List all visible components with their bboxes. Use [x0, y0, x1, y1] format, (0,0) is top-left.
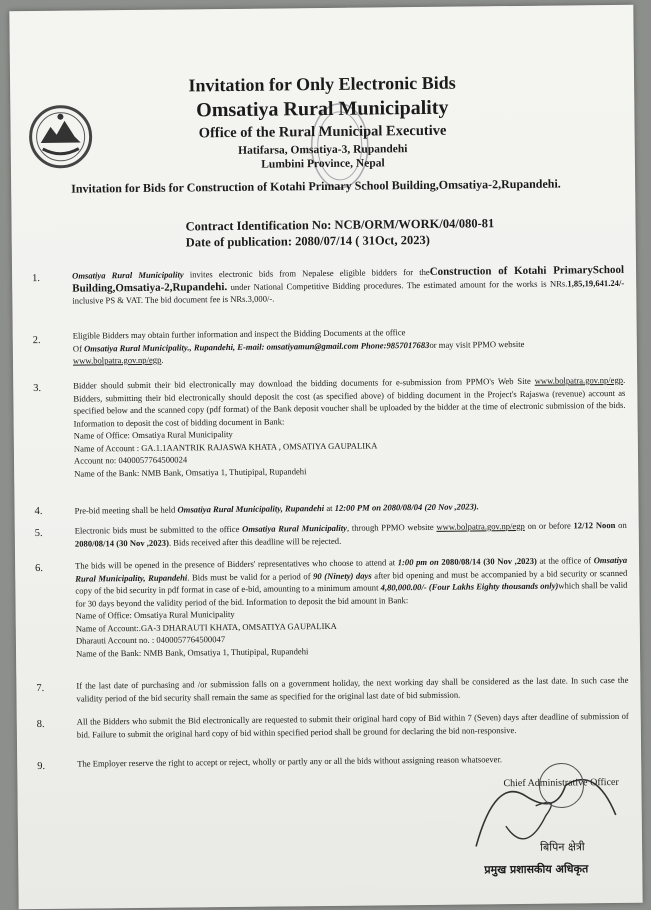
- contract-identification: Contract Identification No: NCB/ORM/WORK/04/080-81: [185, 216, 495, 234]
- invitation-heading: Invitation for Bids for Construction of Kotahi Primary School Building,Omsatiya-2,Rupandehi.: [71, 176, 561, 196]
- item-9-text: The Employer reserve the right to accept or reject, wholly or partly any or all the bids without assigning reason whatsoever.: [77, 754, 503, 769]
- signatory-post: प्रमुख प्रशासकीय अधिकृत: [484, 862, 589, 877]
- item-5-text: Electronic bids must be submitted to the office Omsatiya Rural Municipality, through PPMO website www.bolpatra.gov.np/egp on or before 12/12 Noon on 2080/08/14 (30 Nov ,2023). Bids received after this deadline will be rejected.: [74, 519, 627, 549]
- address-line-2: Lumbini Province, Nepal: [261, 157, 385, 171]
- ppmo-link[interactable]: www.bolpatra.gov.np/egp: [436, 520, 525, 532]
- item-4-text: Pre-bid meeting shall be held Omsatiya Rural Municipality, Rupandehi at 12:00 PM on 2080/08/04 (20 Nov ,2023).: [74, 501, 479, 516]
- item-number: 4.: [34, 505, 43, 518]
- item-1-text: Omsatiya Rural Municipality invites electronic bids from Nepalese eligible bidders for theConstruction of Kotahi PrimarySchool Building,Omsatiya-2,Rupandehi. under National Competitive Bidding procedures. The estimated amount for the works is NRs.1,85,19,641.24/- inclusive PS & VAT. The bid document fee is NRs.3,000/-.: [72, 263, 625, 306]
- notice-title: Invitation for Only Electronic Bids: [188, 72, 456, 96]
- item-3-text: Bidder should submit their bid electronically may download the bidding documents for e-submission from PPMO's Web Site www.bolpatra.gov.np/egp. Bidders, submitting their bid electronically should deposit the cost (as specified above) of bidding document in the Project's Rajaswa (revenue) account as specified below and the scanned copy (pdf format) of the Bank deposit voucher shall be uploaded by the bidder at the time of electronic submission of the bids. Information to deposit the cost of bidding document in Bank: Name of Office: Omsatiya Rural Municipality Name of Account : GA.1.1AANTRIK RAJASWA KHATA , OMSATIYA GAUPALIKA Account no: 0400057764500024 Name of the Bank: NMB Bank, Omsatiya 1, Thutipipal, Rupandehi: [73, 374, 626, 479]
- item-number: 3.: [33, 382, 42, 395]
- signatory-title: Chief Administrative Officer: [503, 776, 619, 790]
- handwritten-signature-icon: [465, 755, 636, 877]
- office-name: Office of the Rural Municipal Executive: [198, 122, 447, 142]
- organization-name: Omsatiya Rural Municipality: [196, 96, 449, 122]
- ppmo-link[interactable]: www.bolpatra.gov.np/egp: [534, 374, 624, 386]
- signatory-name: बिपिन क्षेत्री: [540, 840, 585, 854]
- item-number: 7.: [36, 682, 45, 695]
- item-2-text: Eligible Bidders may obtain further information and inspect the Bidding Documents at the office Of Omsatiya Rural Municipality., Rupandehi, E-mail: omsatiyamun@gmail.com Phone:9857017683or may visit PPMO website www.bolpatra.gov.np/egp.: [72, 327, 525, 366]
- ppmo-link[interactable]: www.bolpatra.gov.np/egp: [72, 354, 162, 366]
- address-line-1: Hatifarsa, Omsatiya-3, Rupandehi: [238, 143, 408, 157]
- item-number: 6.: [35, 562, 44, 575]
- item-number: 8.: [36, 718, 45, 731]
- item-number: 9.: [37, 760, 46, 773]
- item-number: 1.: [32, 272, 41, 285]
- item-8-text: All the Bidders who submit the Bid electronically are requested to submit their original hard copy of Bid within 7 (Seven) days after deadline of submission of bid. Failure to submit the original hard copy of bid within specified period shall be ground for declaring the bid non-responsive.: [76, 710, 629, 740]
- item-number: 5.: [34, 527, 43, 540]
- publication-date: Date of publication: 2080/07/14 ( 31Oct, 2023): [185, 232, 430, 250]
- item-7-text: If the last date of purchasing and /or submission falls on a government holiday, the next working day shall be considered as the last date. In such case the validity period of the bid security shall remain the same as specified for the original last date of bid submission.: [76, 674, 629, 704]
- item-6-text: The bids will be opened in the presence of Bidders' representatives who choose to attend at 1:00 pm on 2080/08/14 (30 Nov ,2023) at the office of Omsatiya Rural Municipality, Rupandehi. Bids must be valid for a period of 90 (Ninety) days after bid opening and must be accompanied by a bid security or scanned copy of the bid security in pdf format in case of e-bid, amounting to a minimum amount 4,80,000.00/- (Four Lakhs Eighty thousands only)which shall be valid for 30 days beyond the validity period of the bid. Information to deposit the bid amount in Bank: Name of Office: Omsatiya Rural Municipality Name of Account:.GA-3 DHARAUTI KHATA, OMSATIYA GAUPALIKA Dharauti Account no. : 0400057764500047 Name of the Bank: NMB Bank, Omsatiya 1, Thutipipal, Rupandehi: [75, 554, 628, 659]
- item-number: 2.: [32, 334, 41, 347]
- notice-page: [9, 5, 642, 909]
